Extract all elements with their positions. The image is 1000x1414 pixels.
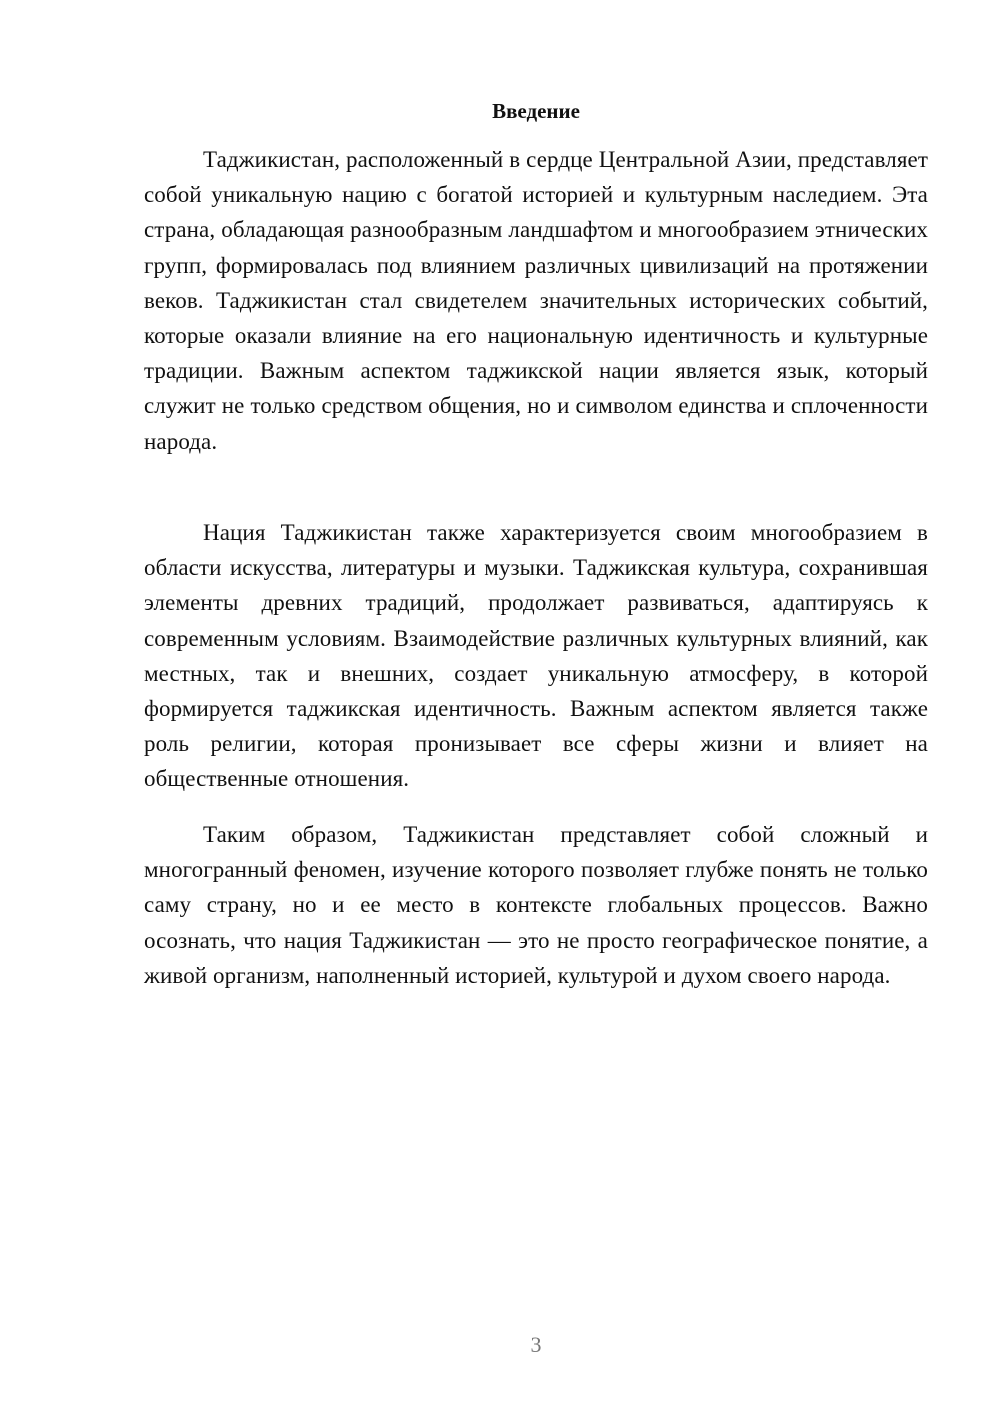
paragraph-3: Таким образом, Таджикистан представляет собой сложный и многогранный феномен, изучение которого позволяет глубже понять не только саму страну, но и ее место в контексте глобальных процессов. Важно осознать, что нация Таджикистан — это не просто географическое понятие, а живой организм, наполненный историей, культурой и духом своего народа. (144, 822, 928, 988)
section-heading: Введение (492, 99, 580, 123)
page-number: 3 (530, 1332, 542, 1357)
paragraph-2: Нация Таджикистан также характеризуется своим многообразием в области искусства, литературы и музыки. Таджикская культура, сохранившая элементы древних традиций, продолжает развиваться, адаптируясь к современным условиям. Взаимодействие различных культурных влияний, как местных, так и внешних, создает уникальную атмосферу, в которой формируется таджикская идентичность. Важным аспектом является также роль религии, которая пронизывает все сферы жизни и влияет на общественные отношения. (144, 520, 928, 792)
paragraph-1: Таджикистан, расположенный в сердце Центральной Азии, представляет собой уникальную нацию с богатой историей и культурным наследием. Эта страна, обладающая разнообразным ландшафтом и многообразием этнических групп, формировалась под влиянием различных цивилизаций на протяжении веков. Таджикистан стал свидетелем значительных исторических событий, которые оказали влияние на его национальную идентичность и культурные традиции. Важным аспектом таджикской нации является язык, который служит не только средством общения, но и символом единства и сплоченности народа. (144, 147, 928, 454)
